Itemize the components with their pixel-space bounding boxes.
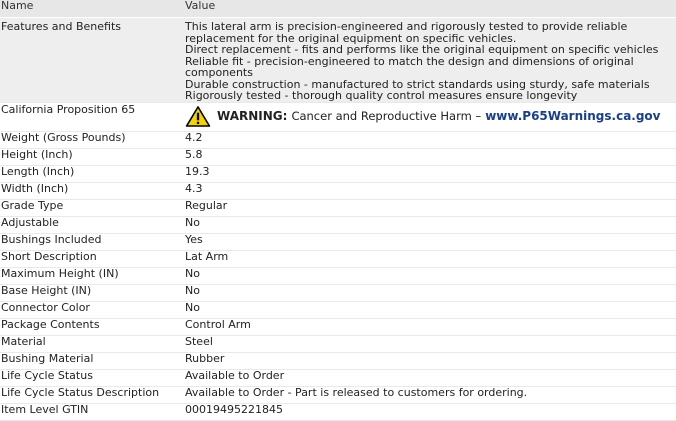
spec-rows bbox=[0, 131, 676, 420]
prop65-row bbox=[0, 102, 676, 131]
spec-name: Item Level GTIN bbox=[0, 403, 182, 420]
spec-name: Connector Color bbox=[0, 301, 182, 318]
table-row bbox=[0, 182, 676, 199]
table-row bbox=[0, 165, 676, 182]
spec-name: Bushings Included bbox=[0, 233, 182, 250]
warning-text: Cancer and Reproductive Harm – bbox=[291, 109, 482, 123]
spec-value: No bbox=[182, 216, 676, 233]
table-row bbox=[0, 250, 676, 267]
spec-value: Available to Order bbox=[182, 369, 676, 386]
table-row bbox=[0, 233, 676, 250]
spec-name: Length (Inch) bbox=[0, 165, 182, 182]
spec-value: Lat Arm bbox=[182, 250, 676, 267]
table-row bbox=[0, 369, 676, 386]
spec-value: Steel bbox=[182, 335, 676, 352]
spec-value: 00019495221845 bbox=[182, 403, 676, 420]
spec-value: 4.3 bbox=[182, 182, 676, 199]
spec-value: No bbox=[182, 267, 676, 284]
spec-name: Life Cycle Status Description bbox=[0, 386, 182, 403]
table-row bbox=[0, 284, 676, 301]
table-row bbox=[0, 386, 676, 403]
spec-name: Life Cycle Status bbox=[0, 369, 182, 386]
spec-value: Control Arm bbox=[182, 318, 676, 335]
features-line: Direct replacement - fits and performs like the original equipment on specific vehicles bbox=[185, 43, 659, 56]
spec-name: Weight (Gross Pounds) bbox=[0, 131, 182, 148]
table-row bbox=[0, 301, 676, 318]
spec-value: Yes bbox=[182, 233, 676, 250]
spec-value: 19.3 bbox=[182, 165, 676, 182]
features-line: Reliable fit - precision-engineered to match the design and dimensions of original components bbox=[185, 54, 634, 79]
spec-value: 4.2 bbox=[182, 131, 676, 148]
features-value bbox=[182, 18, 676, 103]
table-row bbox=[0, 216, 676, 233]
table-row bbox=[0, 403, 676, 420]
warning-label: WARNING: bbox=[217, 109, 288, 123]
spec-name: Maximum Height (IN) bbox=[0, 267, 182, 284]
table-row bbox=[0, 131, 676, 148]
table-header-row bbox=[0, 0, 676, 18]
table-row bbox=[0, 148, 676, 165]
spec-value: 5.8 bbox=[182, 148, 676, 165]
prop65-label: California Proposition 65 bbox=[0, 102, 182, 131]
table-row bbox=[0, 318, 676, 335]
spec-name: Adjustable bbox=[0, 216, 182, 233]
spec-name: Short Description bbox=[0, 250, 182, 267]
spec-name: Package Contents bbox=[0, 318, 182, 335]
p65-warnings-link[interactable]: www.P65Warnings.ca.gov bbox=[485, 109, 661, 123]
column-header-name: Name bbox=[0, 0, 182, 18]
spec-name: Material bbox=[0, 335, 182, 352]
spec-value: Rubber bbox=[182, 352, 676, 369]
spec-name: Bushing Material bbox=[0, 352, 182, 369]
prop65-value bbox=[182, 102, 676, 131]
features-label: Features and Benefits bbox=[0, 18, 182, 103]
spec-value: Available to Order - Part is released to customers for ordering. bbox=[182, 386, 676, 403]
table-row bbox=[0, 267, 676, 284]
spec-name: Grade Type bbox=[0, 199, 182, 216]
table-row bbox=[0, 199, 676, 216]
column-header-value: Value bbox=[182, 0, 676, 18]
spec-value: No bbox=[182, 284, 676, 301]
spec-name: Width (Inch) bbox=[0, 182, 182, 199]
features-line: This lateral arm is precision-engineered and rigorously tested to provide reliable replacement for the original equipment on specific vehicles. bbox=[185, 20, 628, 45]
features-line: Durable construction - manufactured to strict standards using sturdy, safe materials bbox=[185, 77, 650, 91]
spec-name: Base Height (IN) bbox=[0, 284, 182, 301]
warning-triangle-icon bbox=[185, 106, 211, 127]
table-row bbox=[0, 352, 676, 369]
spec-value: Regular bbox=[182, 199, 676, 216]
prop65-warning bbox=[185, 106, 676, 127]
spec-value: No bbox=[182, 301, 676, 318]
features-line: Rigorously tested - thorough quality control measures ensure longevity bbox=[185, 89, 578, 102]
table-row bbox=[0, 335, 676, 352]
features-row bbox=[0, 18, 676, 103]
spec-name: Height (Inch) bbox=[0, 148, 182, 165]
